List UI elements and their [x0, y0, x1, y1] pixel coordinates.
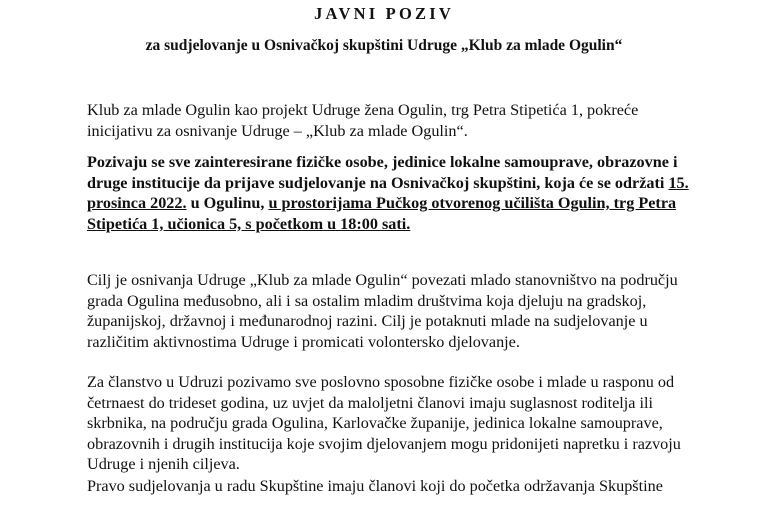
- paragraph-line: [87, 214, 687, 235]
- paragraph-line: županijskoj, državnoj i međunarodnoj razini. Cilj je potaknuti mlade na sudjelovanje u: [87, 312, 648, 331]
- paragraph-line: Za članstvo u Udruzi pozivamo sve poslovno sposobne fizičke osobe i mlade u rasponu od: [87, 373, 675, 391]
- paragraph-line: inicijativu za osnivanje Udruge – „Klub za mlade Ogulin“.: [87, 121, 468, 140]
- paragraph-line: različitim aktivnostima Udruge i promicati volontersko djelovanje.: [87, 332, 520, 351]
- intro-paragraph: [87, 100, 687, 141]
- event-location-underlined: Stipetića 1, učionica 5, s početkom u 18:00 sati.: [87, 214, 411, 233]
- paragraph-line: Udruge i njenih ciljeva.: [87, 455, 240, 474]
- event-date-underlined: 15.: [668, 173, 689, 192]
- event-date-underlined: prosinca 2022.: [87, 194, 187, 213]
- paragraph-line: grada Ogulina međusobno, ali i sa ostalim mladim društvima koja djeluju na gradskoj,: [87, 291, 647, 310]
- paragraph-line: Klub za mlade Ogulin kao projekt Udruge žena Ogulin, trg Petra Stipetića 1, pokreće: [87, 101, 639, 119]
- paragraph-line: [87, 193, 687, 214]
- paragraph-line: Pravo sudjelovanja u radu Skupštine imaju članovi koji do početka održavanja Skupštine: [87, 477, 663, 495]
- paragraph-line: četrnaest do trideset godina, uz uvjet da maloljetni članovi imaju suglasnost roditelja ili: [87, 393, 653, 412]
- paragraph-line: Cilj je osnivanja Udruge „Klub za mlade Ogulin“ povezati mlado stanovništvo na području: [87, 271, 678, 289]
- paragraph-line: [87, 173, 687, 194]
- paragraph-line: skrbnika, na području grada Ogulina, Karlovačke županije, jedinica lokalne samouprave,: [87, 414, 663, 433]
- paragraph-text: druge institucije da prijave sudjelovanje na Osnivačkoj skupštini, koja će se održati: [87, 173, 669, 192]
- goals-paragraph: [87, 270, 687, 352]
- paragraph-line: obrazovnih i drugih institucija koje svojim djelovanjem mogu pridonijeti napretku i razvoju: [87, 434, 681, 453]
- paragraph-text: u Ogulinu,: [186, 194, 269, 213]
- document-subtitle: za sudjelovanje u Osnivačkoj skupštini Udruge „Klub za mlade Ogulin“: [145, 37, 623, 54]
- invitation-paragraph: [87, 152, 687, 234]
- participation-paragraph: [87, 476, 687, 497]
- paragraph-line: Pozivaju se sve zainteresirane fizičke osobe, jedinice lokalne samouprave, obrazovne i: [87, 153, 678, 171]
- membership-paragraph: [87, 372, 687, 475]
- event-location-underlined: u prostorijama Pučkog otvorenog učilišta Ogulin, trg Petra: [268, 194, 677, 213]
- document-title: JAVNI POZIV: [314, 4, 454, 23]
